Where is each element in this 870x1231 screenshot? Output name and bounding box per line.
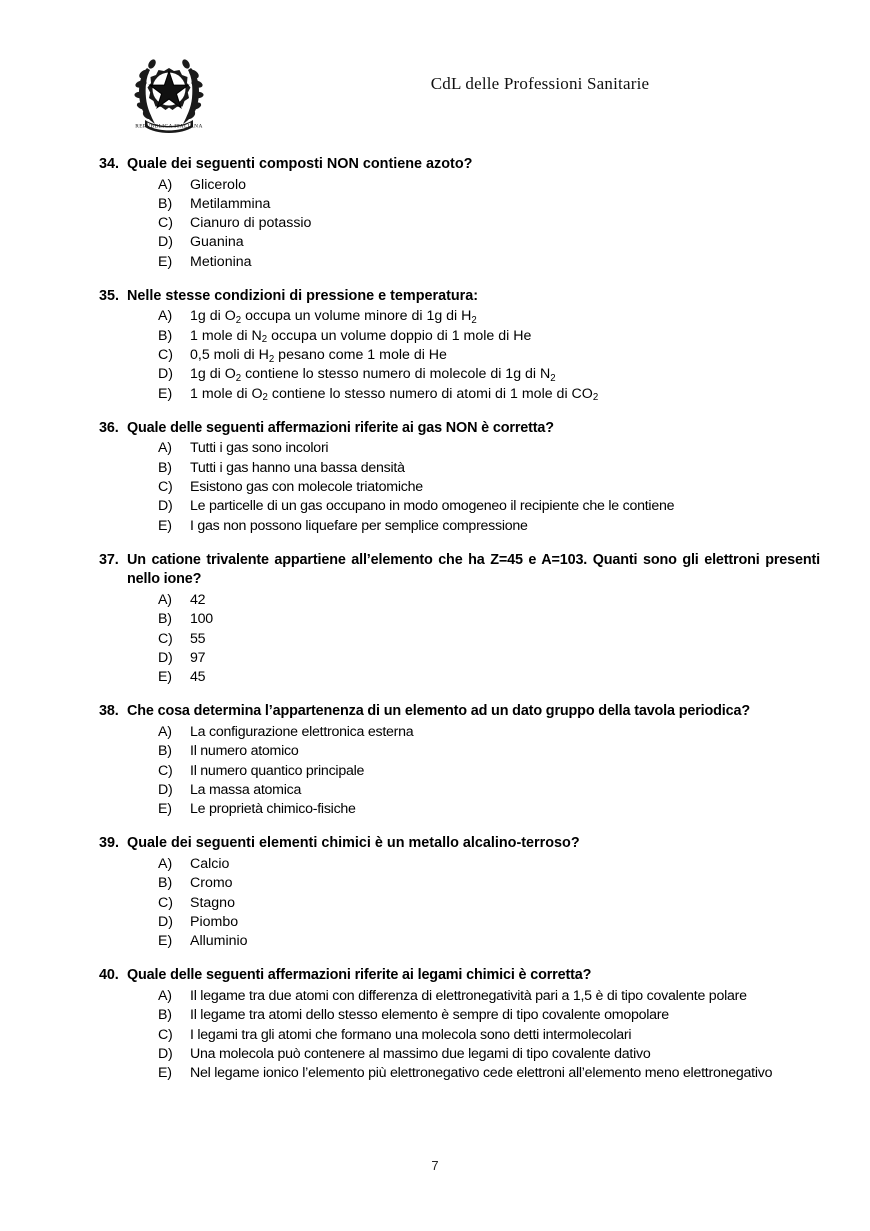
option-letter: A): [158, 591, 172, 608]
option-text: I gas non possono liquefare per semplice compressione: [190, 517, 528, 534]
option-item[interactable]: [0, 855, 870, 874]
option-text: Il numero quantico principale: [190, 762, 365, 779]
option-item[interactable]: [0, 233, 870, 252]
option-text: 42: [190, 591, 206, 608]
question-number: 35.: [99, 287, 120, 304]
questions-list: [0, 155, 870, 1098]
option-list: [0, 176, 870, 272]
option-item[interactable]: [0, 478, 870, 497]
option-text: Nel legame ionico l’elemento più elettronegativo cede elettroni all’elemento meno elettronegativo: [190, 1065, 773, 1082]
option-text: 97: [190, 649, 206, 666]
option-text: 1 mole di $O_2$ contiene lo stesso numero di atomi di 1 mole di $CO_2$: [190, 385, 599, 404]
option-item[interactable]: [0, 253, 870, 272]
option-text: Metionina: [190, 253, 252, 270]
option-letter: C): [158, 479, 173, 496]
option-text: Piombo: [190, 913, 239, 930]
option-item[interactable]: [0, 987, 870, 1006]
option-item[interactable]: [0, 459, 870, 478]
option-item[interactable]: [0, 591, 870, 610]
question-block: [0, 551, 870, 687]
option-letter: D): [158, 234, 173, 251]
option-letter: D): [158, 649, 173, 666]
question-block: [0, 702, 870, 819]
option-letter: C): [158, 894, 173, 911]
option-letter: E): [158, 801, 172, 818]
svg-text:REPVBBLICA ITALIANA: REPVBBLICA ITALIANA: [135, 123, 203, 130]
option-item[interactable]: [0, 1045, 870, 1064]
option-letter: D): [158, 913, 173, 930]
question-number: 36.: [99, 419, 119, 436]
option-item[interactable]: [0, 610, 870, 629]
option-text: 1g di $O_2$ occupa un volume minore di 1g di $H_2$: [190, 308, 477, 326]
option-letter: A): [158, 176, 173, 193]
question-number: 37.: [99, 551, 119, 568]
option-letter: C): [158, 630, 173, 647]
option-item[interactable]: [0, 1064, 870, 1083]
option-letter: E): [158, 385, 173, 402]
option-text: Calcio: [190, 855, 230, 872]
option-item[interactable]: [0, 800, 870, 819]
option-list: [0, 307, 870, 403]
option-letter: A): [158, 987, 172, 1004]
option-text: Cromo: [190, 875, 233, 892]
option-letter: D): [158, 366, 173, 383]
option-text: 1g di $O_2$ contiene lo stesso numero di molecole di 1g di $N_2$: [190, 366, 556, 384]
option-text: La massa atomica: [190, 781, 302, 798]
option-letter: D): [158, 1045, 173, 1062]
option-text: 100: [190, 611, 213, 628]
option-text: 55: [190, 630, 206, 647]
option-text: Una molecola può contenere al massimo due legami di tipo covalente dativo: [190, 1045, 651, 1062]
option-item[interactable]: [0, 1026, 870, 1045]
option-item[interactable]: [0, 176, 870, 195]
option-list: [0, 987, 870, 1083]
option-item[interactable]: [0, 874, 870, 893]
question-block: [0, 419, 870, 536]
option-text: 45: [190, 669, 206, 686]
question-number: 40.: [99, 967, 119, 984]
option-letter: D): [158, 498, 173, 515]
option-text: La configurazione elettronica esterna: [190, 723, 414, 740]
option-text: Alluminio: [190, 933, 248, 950]
option-letter: B): [158, 611, 172, 628]
option-letter: E): [158, 933, 173, 950]
option-text: Metilammina: [190, 195, 271, 212]
page-header: [0, 42, 870, 142]
question-number: 34.: [99, 156, 120, 172]
option-item[interactable]: [0, 365, 870, 384]
question-text: 34. Quale dei seguenti composti NON contiene azoto?: [0, 155, 870, 175]
option-item[interactable]: [0, 932, 870, 951]
option-letter: C): [158, 1026, 173, 1043]
option-item[interactable]: [0, 630, 870, 649]
option-text: Tutti i gas sono incolori: [190, 440, 329, 457]
question-text: 36. Quale delle seguenti affermazioni riferite ai gas NON è corretta?: [0, 419, 870, 439]
option-text: Le proprietà chimico-fisiche: [190, 801, 356, 818]
option-item[interactable]: [0, 781, 870, 800]
option-text: Il legame tra atomi dello stesso elemento è sempre di tipo covalente omopolare: [190, 1007, 669, 1024]
option-letter: C): [158, 215, 173, 232]
option-text: Cianuro di potassio: [190, 215, 312, 232]
option-text: Il legame tra due atomi con differenza di elettronegatività pari a 1,5 è di tipo covalente polare: [190, 987, 747, 1004]
option-letter: A): [158, 440, 172, 457]
option-item[interactable]: [0, 307, 870, 326]
option-item[interactable]: [0, 346, 870, 365]
option-list: [0, 591, 870, 687]
option-letter: A): [158, 723, 172, 740]
option-item[interactable]: [0, 913, 870, 932]
option-item[interactable]: [0, 649, 870, 668]
question-block: [0, 287, 870, 404]
question-block: [0, 834, 870, 951]
question-text: 35. Nelle stesse condizioni di pressione e temperatura:: [0, 287, 870, 307]
option-item[interactable]: [0, 723, 870, 742]
option-list: [0, 723, 870, 819]
option-item[interactable]: [0, 385, 870, 404]
option-list: [0, 855, 870, 951]
option-text: Guanina: [190, 234, 244, 251]
question-block: [0, 155, 870, 272]
option-letter: D): [158, 781, 173, 798]
option-item[interactable]: [0, 894, 870, 913]
question-text: 40. Quale delle seguenti affermazioni riferite ai legami chimici è corretta?: [0, 966, 870, 986]
option-text: 0,5 moli di $H_2$ pesano come 1 mole di He: [190, 347, 447, 365]
option-letter: E): [158, 517, 172, 534]
option-text: Tutti i gas hanno una bassa densità: [190, 459, 405, 476]
page-title: CdL delle Professioni Sanitarie: [430, 74, 650, 93]
option-item[interactable]: [0, 762, 870, 781]
option-letter: B): [158, 1007, 172, 1024]
option-letter: E): [158, 253, 173, 270]
option-letter: B): [158, 327, 173, 344]
option-text: Esistono gas con molecole triatomiche: [190, 479, 423, 496]
question-number: 38.: [99, 703, 119, 720]
option-item[interactable]: [0, 327, 870, 346]
option-text: Stagno: [190, 894, 235, 911]
option-text: Il numero atomico: [190, 743, 299, 760]
option-text: Glicerolo: [190, 176, 246, 193]
option-item[interactable]: [0, 214, 870, 233]
option-letter: B): [158, 743, 172, 760]
option-text: Le particelle di un gas occupano in modo omogeneo il recipiente che le contiene: [190, 498, 675, 515]
option-letter: C): [158, 347, 173, 364]
option-item[interactable]: [0, 195, 870, 214]
question-block: [0, 966, 870, 1083]
option-item[interactable]: [0, 742, 870, 761]
option-text: I legami tra gli atomi che formano una molecola sono detti intermolecolari: [190, 1026, 632, 1043]
option-letter: A): [158, 308, 173, 325]
question-text: 37. Un catione trivalente appartiene all’elemento che ha Z=45 e A=103. Quanti sono gli elettroni presenti nello ione?: [99, 551, 820, 588]
option-letter: C): [158, 762, 173, 779]
option-letter: B): [158, 875, 173, 892]
option-text: 1 mole di $N_2$ occupa un volume doppio di 1 mole di He: [190, 327, 532, 346]
question-text: 39. Quale dei seguenti elementi chimici è un metallo alcalino-terroso?: [0, 834, 870, 854]
option-item[interactable]: [0, 517, 870, 536]
option-letter: E): [158, 1065, 172, 1082]
option-letter: E): [158, 669, 172, 686]
option-item[interactable]: [0, 497, 870, 516]
question-number: 39.: [99, 835, 120, 852]
option-item[interactable]: [0, 1006, 870, 1025]
option-letter: A): [158, 855, 173, 872]
option-list: [0, 439, 870, 535]
page-number: 7: [431, 1158, 439, 1173]
option-letter: B): [158, 195, 173, 212]
question-text: 38. Che cosa determina l’appartenenza di un elemento ad un dato gruppo della tavola periodica?: [0, 702, 870, 722]
option-item[interactable]: [0, 668, 870, 687]
option-letter: B): [158, 459, 172, 476]
italian-republic-emblem-icon: [133, 48, 205, 140]
option-item[interactable]: [0, 439, 870, 458]
